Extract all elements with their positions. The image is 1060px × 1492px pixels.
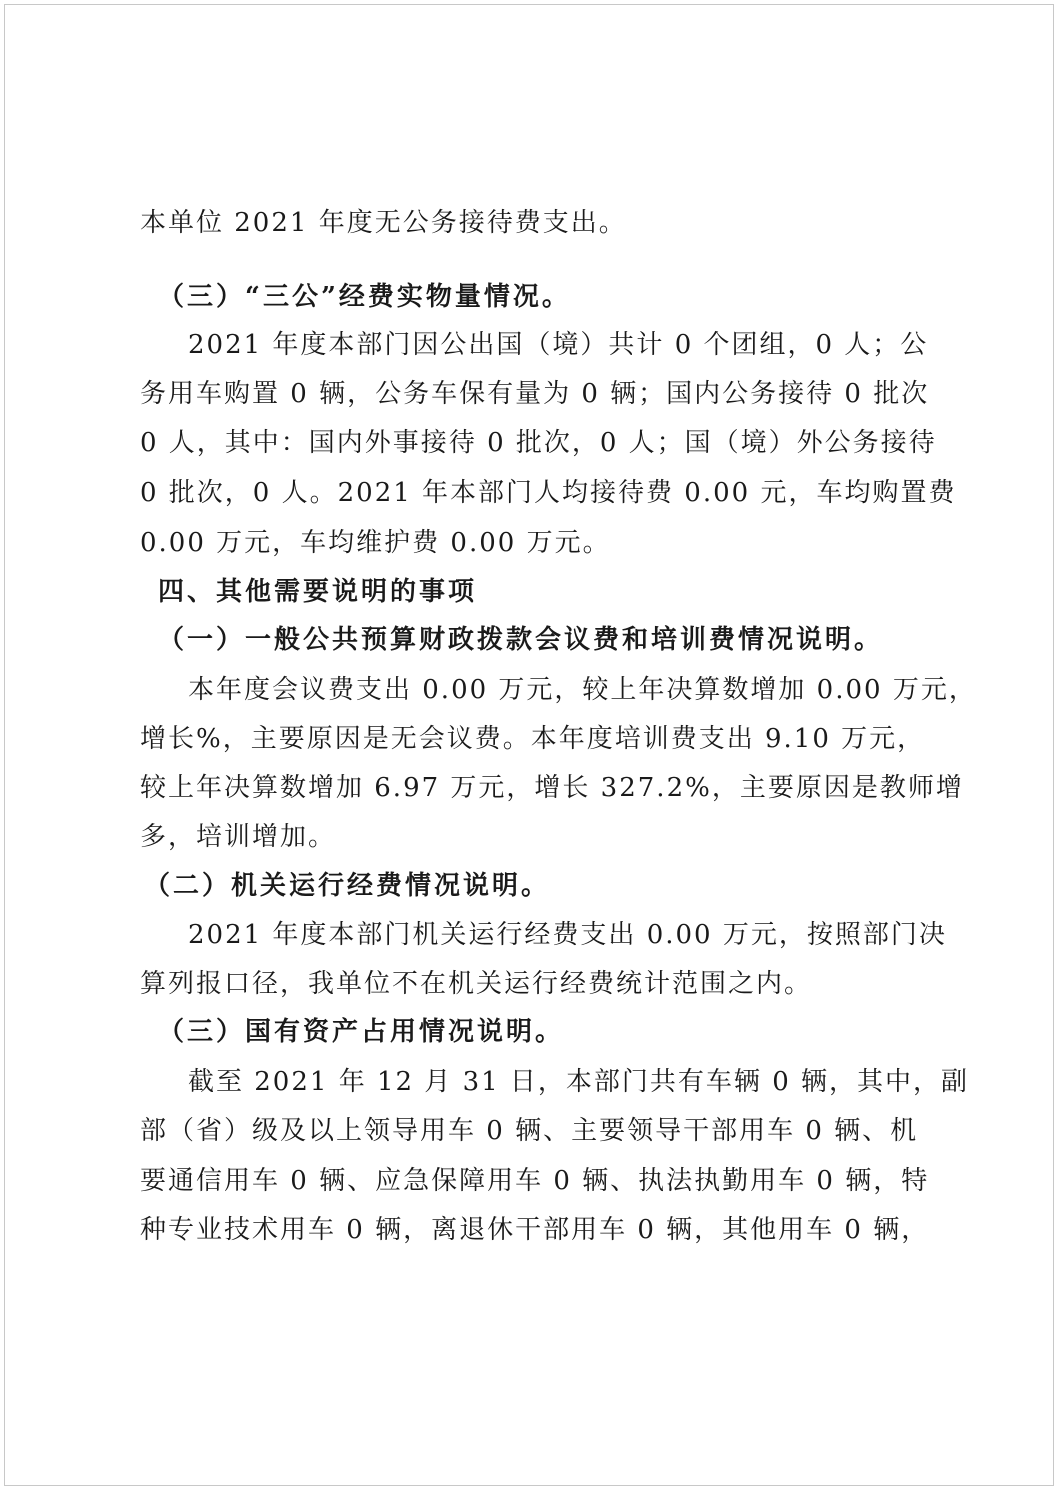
paragraph-line: 算列报口径，我单位不在机关运行经费统计范围之内。 <box>140 969 813 999</box>
paragraph-line: 0.00 万元，车均维护费 0.00 万元。 <box>140 528 611 558</box>
section-heading: （三）国有资产占用情况说明。 <box>158 1017 565 1047</box>
paragraph-line: 务用车购置 0 辆，公务车保有量为 0 辆；国内公务接待 0 批次 <box>140 379 930 409</box>
paragraph-line: 种专业技术用车 0 辆，离退休干部用车 0 辆，其他用车 0 辆， <box>140 1215 930 1245</box>
paragraph-line: 较上年决算数增加 6.97 万元，增长 327.2%，主要原因是教师增 <box>140 773 964 803</box>
paragraph-line: 0 批次，0 人。2021 年本部门人均接待费 0.00 元，车均购置费 <box>140 478 957 508</box>
paragraph-line: 0 人，其中：国内外事接待 0 批次，0 人；国（境）外公务接待 <box>140 428 937 458</box>
paragraph-line: 多，培训增加。 <box>140 822 337 852</box>
paragraph-line: 2021 年度本部门机关运行经费支出 0.00 万元，按照部门决 <box>188 920 947 950</box>
paragraph-line: 要通信用车 0 辆、应急保障用车 0 辆、执法执勤用车 0 辆，特 <box>140 1166 930 1196</box>
section-heading: （三）“三公”经费实物量情况。 <box>158 282 571 312</box>
paragraph-line: 截至 2021 年 12 月 31 日，本部门共有车辆 0 辆，其中，副 <box>188 1067 969 1097</box>
section-heading: （一）一般公共预算财政拨款会议费和培训费情况说明。 <box>158 625 884 655</box>
paragraph-line: 2021 年度本部门因公出国（境）共计 0 个团组，0 人；公 <box>188 330 929 360</box>
paragraph-line: 增长%，主要原因是无会议费。本年度培训费支出 9.10 万元， <box>140 724 926 754</box>
paragraph-line: 部（省）级及以上领导用车 0 辆、主要领导干部用车 0 辆、机 <box>140 1116 919 1146</box>
paragraph-line: 本单位 2021 年度无公务接待费支出。 <box>140 208 627 238</box>
section-heading: （二）机关运行经费情况说明。 <box>144 871 551 901</box>
chapter-heading: 四、其他需要说明的事项 <box>158 577 478 607</box>
paragraph-line: 本年度会议费支出 0.00 万元，较上年决算数增加 0.00 万元， <box>188 675 977 705</box>
